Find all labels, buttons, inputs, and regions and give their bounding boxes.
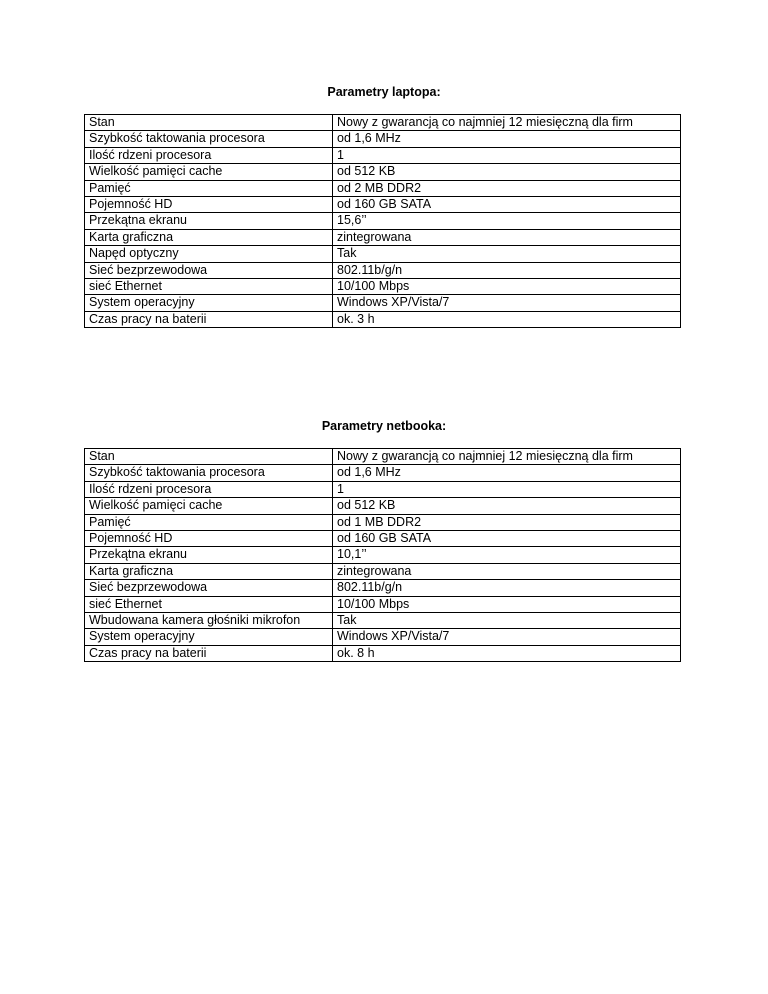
- spec-value: zintegrowana: [333, 229, 681, 245]
- spec-label: Wielkość pamięci cache: [85, 498, 333, 514]
- netbook-section-title: Parametry netbooka:: [321, 419, 447, 433]
- spec-label: sieć Ethernet: [85, 596, 333, 612]
- spec-label: Przekątna ekranu: [85, 213, 333, 229]
- table-row: [85, 481, 681, 497]
- table-row: [85, 115, 681, 131]
- table-row: [85, 613, 681, 629]
- spec-value: 802.11b/g/n: [333, 262, 681, 278]
- spec-label: System operacyjny: [85, 295, 333, 311]
- spec-value: 10/100 Mbps: [333, 279, 681, 295]
- spec-label: Szybkość taktowania procesora: [85, 465, 333, 481]
- table-row: [85, 197, 681, 213]
- table-row: [85, 596, 681, 612]
- table-row: [85, 311, 681, 327]
- spec-label: Pojemność HD: [85, 531, 333, 547]
- spec-value: Windows XP/Vista/7: [333, 295, 681, 311]
- spec-value: od 2 MB DDR2: [333, 180, 681, 196]
- spec-value: od 160 GB SATA: [333, 197, 681, 213]
- netbook-spec-table: [84, 448, 681, 662]
- spec-label: Pamięć: [85, 180, 333, 196]
- spec-value: ok. 8 h: [333, 645, 681, 661]
- table-row: [85, 229, 681, 245]
- spec-label: Sieć bezprzewodowa: [85, 262, 333, 278]
- spec-value: od 1,6 MHz: [333, 131, 681, 147]
- table-row: [85, 449, 681, 465]
- table-row: [85, 279, 681, 295]
- spec-value: od 512 KB: [333, 164, 681, 180]
- table-row: [85, 514, 681, 530]
- table-row: [85, 131, 681, 147]
- spec-label: Przekątna ekranu: [85, 547, 333, 563]
- spec-value: 10,1’’: [333, 547, 681, 563]
- spec-value: Nowy z gwarancją co najmniej 12 miesięczną dla firm: [333, 449, 681, 465]
- spec-value: ok. 3 h: [333, 311, 681, 327]
- table-row: [85, 465, 681, 481]
- spec-value: zintegrowana: [333, 563, 681, 579]
- table-row: [85, 164, 681, 180]
- table-row: [85, 295, 681, 311]
- spec-value: 1: [333, 481, 681, 497]
- spec-value: od 1,6 MHz: [333, 465, 681, 481]
- spec-value: od 512 KB: [333, 498, 681, 514]
- table-row: [85, 547, 681, 563]
- table-row: [85, 580, 681, 596]
- spec-value: 802.11b/g/n: [333, 580, 681, 596]
- spec-label: Stan: [85, 449, 333, 465]
- spec-label: Karta graficzna: [85, 229, 333, 245]
- table-row: [85, 563, 681, 579]
- spec-label: Stan: [85, 115, 333, 131]
- table-row: [85, 645, 681, 661]
- table-row: [85, 246, 681, 262]
- laptop-spec-table: [84, 114, 681, 328]
- table-row: [85, 262, 681, 278]
- table-row: [85, 213, 681, 229]
- table-row: [85, 531, 681, 547]
- table-row: [85, 629, 681, 645]
- spec-label: Wbudowana kamera głośniki mikrofon: [85, 613, 333, 629]
- spec-label: Pojemność HD: [85, 197, 333, 213]
- spec-label: Ilość rdzeni procesora: [85, 147, 333, 163]
- table-row: [85, 147, 681, 163]
- spec-label: Czas pracy na baterii: [85, 311, 333, 327]
- spec-label: Ilość rdzeni procesora: [85, 481, 333, 497]
- spec-label: Czas pracy na baterii: [85, 645, 333, 661]
- spec-value: od 160 GB SATA: [333, 531, 681, 547]
- spec-value: Windows XP/Vista/7: [333, 629, 681, 645]
- spec-value: 15,6’’: [333, 213, 681, 229]
- spec-label: Szybkość taktowania procesora: [85, 131, 333, 147]
- spec-value: 1: [333, 147, 681, 163]
- spec-value: Tak: [333, 613, 681, 629]
- laptop-section-title: Parametry laptopa:: [327, 85, 441, 99]
- table-row: [85, 498, 681, 514]
- spec-label: Sieć bezprzewodowa: [85, 580, 333, 596]
- spec-label: Pamięć: [85, 514, 333, 530]
- spec-label: System operacyjny: [85, 629, 333, 645]
- spec-label: sieć Ethernet: [85, 279, 333, 295]
- spec-value: Nowy z gwarancją co najmniej 12 miesięczną dla firm: [333, 115, 681, 131]
- spec-label: Karta graficzna: [85, 563, 333, 579]
- spec-label: Napęd optyczny: [85, 246, 333, 262]
- table-row: [85, 180, 681, 196]
- spec-label: Wielkość pamięci cache: [85, 164, 333, 180]
- spec-value: 10/100 Mbps: [333, 596, 681, 612]
- spec-value: od 1 MB DDR2: [333, 514, 681, 530]
- spec-value: Tak: [333, 246, 681, 262]
